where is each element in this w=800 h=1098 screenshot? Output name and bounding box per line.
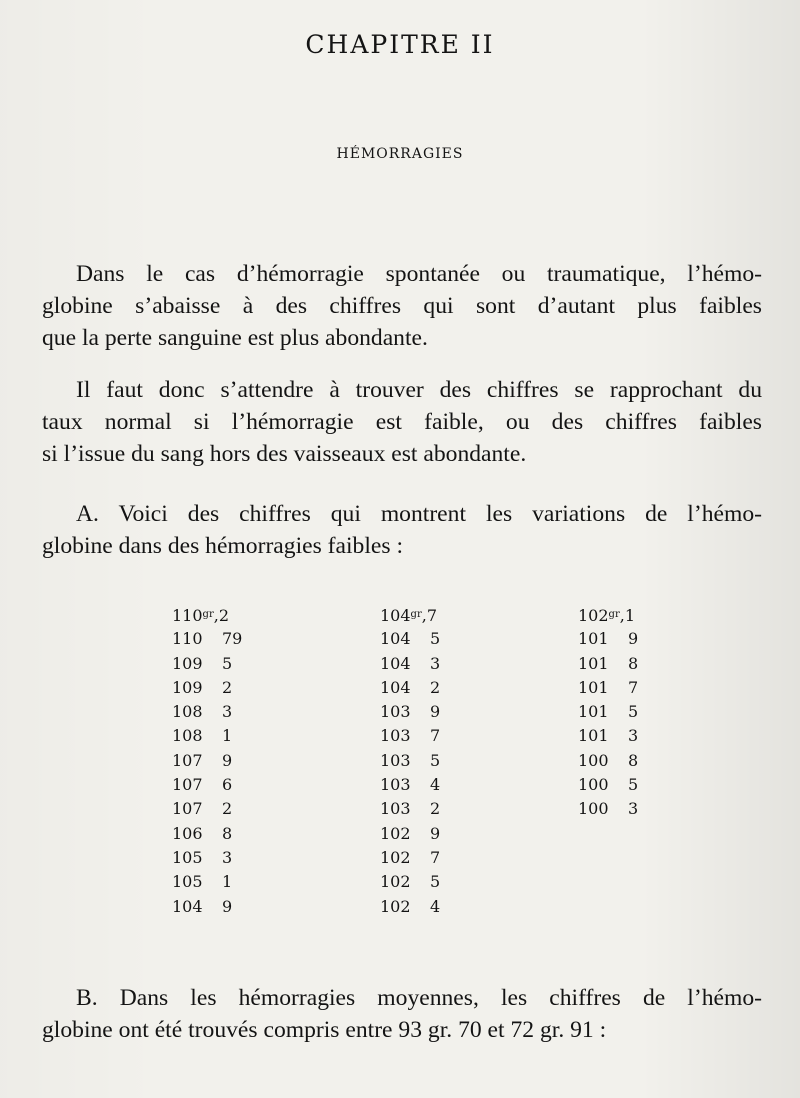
- value-dec: 3: [628, 799, 639, 819]
- table-row: [172, 627, 242, 651]
- value-dec: 1: [222, 872, 233, 892]
- paragraph-section-a: [42, 498, 762, 562]
- value-int: 103: [380, 799, 411, 819]
- value-dec: 8: [628, 750, 639, 770]
- value-int: 107: [172, 775, 203, 795]
- value-dec: 5: [430, 872, 441, 892]
- text-line: A. Voici des chiffres qui montrent les variations de l’hémo-: [76, 501, 762, 527]
- column-head: [578, 603, 638, 627]
- text-line: B. Dans les hémorragies moyennes, les chiffres de l’hémo-: [76, 985, 762, 1011]
- value-int: 100: [578, 799, 609, 819]
- table-row: [380, 652, 440, 676]
- value-dec: 3: [430, 653, 441, 673]
- table-row: [578, 773, 638, 797]
- table-row: [380, 749, 440, 773]
- value-dec: 7: [430, 726, 441, 746]
- table-row: [380, 724, 440, 748]
- value-int: 105: [172, 847, 203, 867]
- table-row: [172, 895, 242, 919]
- value-dec: 3: [222, 702, 233, 722]
- value-int: 109: [172, 677, 203, 697]
- value-int: 104: [380, 629, 411, 649]
- text-line: Dans le cas d’hémorragie spontanée ou traumatique, l’hémo-: [76, 261, 762, 287]
- value-int: 101: [578, 677, 609, 697]
- value-dec: 6: [222, 775, 233, 795]
- value-dec: 5: [222, 653, 233, 673]
- head-decimal: ,7: [421, 606, 437, 625]
- value-int: 107: [172, 750, 203, 770]
- value-int: 109: [172, 653, 203, 673]
- value-int: 103: [380, 750, 411, 770]
- value-dec: 7: [628, 677, 639, 697]
- values-column-3: [578, 603, 638, 822]
- head-main: 104: [380, 606, 411, 625]
- value-dec: 4: [430, 896, 441, 916]
- table-row: [380, 895, 440, 919]
- table-row: [172, 773, 242, 797]
- table-row: [172, 797, 242, 821]
- table-row: [380, 822, 440, 846]
- value-dec: 5: [430, 629, 441, 649]
- section-title: HÉMORRAGIES: [336, 146, 464, 162]
- value-int: 101: [578, 702, 609, 722]
- value-int: 101: [578, 629, 609, 649]
- paragraph-intro: [42, 258, 762, 354]
- value-int: 110: [172, 629, 203, 649]
- head-main: 102: [578, 606, 609, 625]
- table-row: [578, 724, 638, 748]
- table-row: [380, 846, 440, 870]
- head-decimal: ,2: [213, 606, 229, 625]
- column-head: [172, 603, 242, 627]
- value-dec: 2: [222, 677, 233, 697]
- value-int: 103: [380, 775, 411, 795]
- value-int: 102: [380, 872, 411, 892]
- table-row: [578, 627, 638, 651]
- value-dec: 5: [430, 750, 441, 770]
- table-row: [578, 749, 638, 773]
- table-row: [380, 797, 440, 821]
- table-row: [380, 773, 440, 797]
- table-row: [172, 822, 242, 846]
- table-row: [380, 870, 440, 894]
- head-unit: gr: [608, 609, 620, 620]
- head-main: 110: [172, 606, 203, 625]
- value-int: 100: [578, 775, 609, 795]
- table-row: [172, 700, 242, 724]
- value-int: 106: [172, 823, 203, 843]
- value-int: 100: [578, 750, 609, 770]
- chapter-title: CHAPITRE II: [305, 30, 495, 59]
- text-line: globine s’abaisse à des chiffres qui sont d’autant plus faibles: [42, 293, 762, 319]
- table-row: [172, 724, 242, 748]
- table-row: [172, 749, 242, 773]
- head-decimal: ,1: [619, 606, 635, 625]
- values-column-2: [380, 603, 440, 919]
- value-int: 102: [380, 823, 411, 843]
- text-line: globine dans des hémorragies faibles :: [42, 533, 404, 559]
- value-dec: 7: [430, 847, 441, 867]
- value-int: 107: [172, 799, 203, 819]
- table-row: [578, 652, 638, 676]
- value-dec: 5: [628, 775, 639, 795]
- value-int: 101: [578, 653, 609, 673]
- value-dec: 9: [628, 629, 639, 649]
- text-line: que la perte sanguine est plus abondante.: [42, 325, 428, 351]
- text-line: Il faut donc s’attendre à trouver des chiffres se rapprochant du: [76, 377, 762, 403]
- value-dec: 9: [222, 896, 233, 916]
- head-unit: gr: [202, 609, 214, 620]
- value-int: 104: [380, 653, 411, 673]
- value-dec: 2: [222, 799, 233, 819]
- paragraph-section-b: [42, 982, 762, 1046]
- text-line: globine ont été trouvés compris entre 93 gr. 70 et 72 gr. 91 :: [42, 1017, 607, 1043]
- value-int: 103: [380, 702, 411, 722]
- paragraph-expectation: [42, 374, 762, 470]
- value-dec: 4: [430, 775, 441, 795]
- value-int: 103: [380, 726, 411, 746]
- value-dec: 5: [628, 702, 639, 722]
- value-int: 102: [380, 896, 411, 916]
- value-int: 102: [380, 847, 411, 867]
- head-unit: gr: [410, 609, 422, 620]
- table-row: [578, 676, 638, 700]
- value-dec: 1: [222, 726, 233, 746]
- value-int: 108: [172, 726, 203, 746]
- value-dec: 9: [430, 823, 441, 843]
- text-line: si l’issue du sang hors des vaisseaux est abondante.: [42, 441, 527, 467]
- table-row: [578, 700, 638, 724]
- table-row: [172, 846, 242, 870]
- value-dec: 79: [222, 629, 243, 649]
- value-dec: 2: [430, 677, 441, 697]
- table-row: [380, 627, 440, 651]
- value-dec: 3: [222, 847, 233, 867]
- text-line: taux normal si l’hémorragie est faible, ou des chiffres faibles: [42, 409, 762, 435]
- value-int: 104: [380, 677, 411, 697]
- value-dec: 9: [222, 750, 233, 770]
- value-int: 104: [172, 896, 203, 916]
- value-int: 105: [172, 872, 203, 892]
- table-row: [172, 870, 242, 894]
- value-dec: 2: [430, 799, 441, 819]
- value-int: 101: [578, 726, 609, 746]
- values-column-1: [172, 603, 242, 919]
- table-row: [380, 700, 440, 724]
- value-dec: 8: [628, 653, 639, 673]
- column-head: [380, 603, 440, 627]
- value-int: 108: [172, 702, 203, 722]
- table-row: [172, 676, 242, 700]
- value-dec: 8: [222, 823, 233, 843]
- value-dec: 9: [430, 702, 441, 722]
- table-row: [172, 652, 242, 676]
- table-row: [578, 797, 638, 821]
- value-dec: 3: [628, 726, 639, 746]
- table-row: [380, 676, 440, 700]
